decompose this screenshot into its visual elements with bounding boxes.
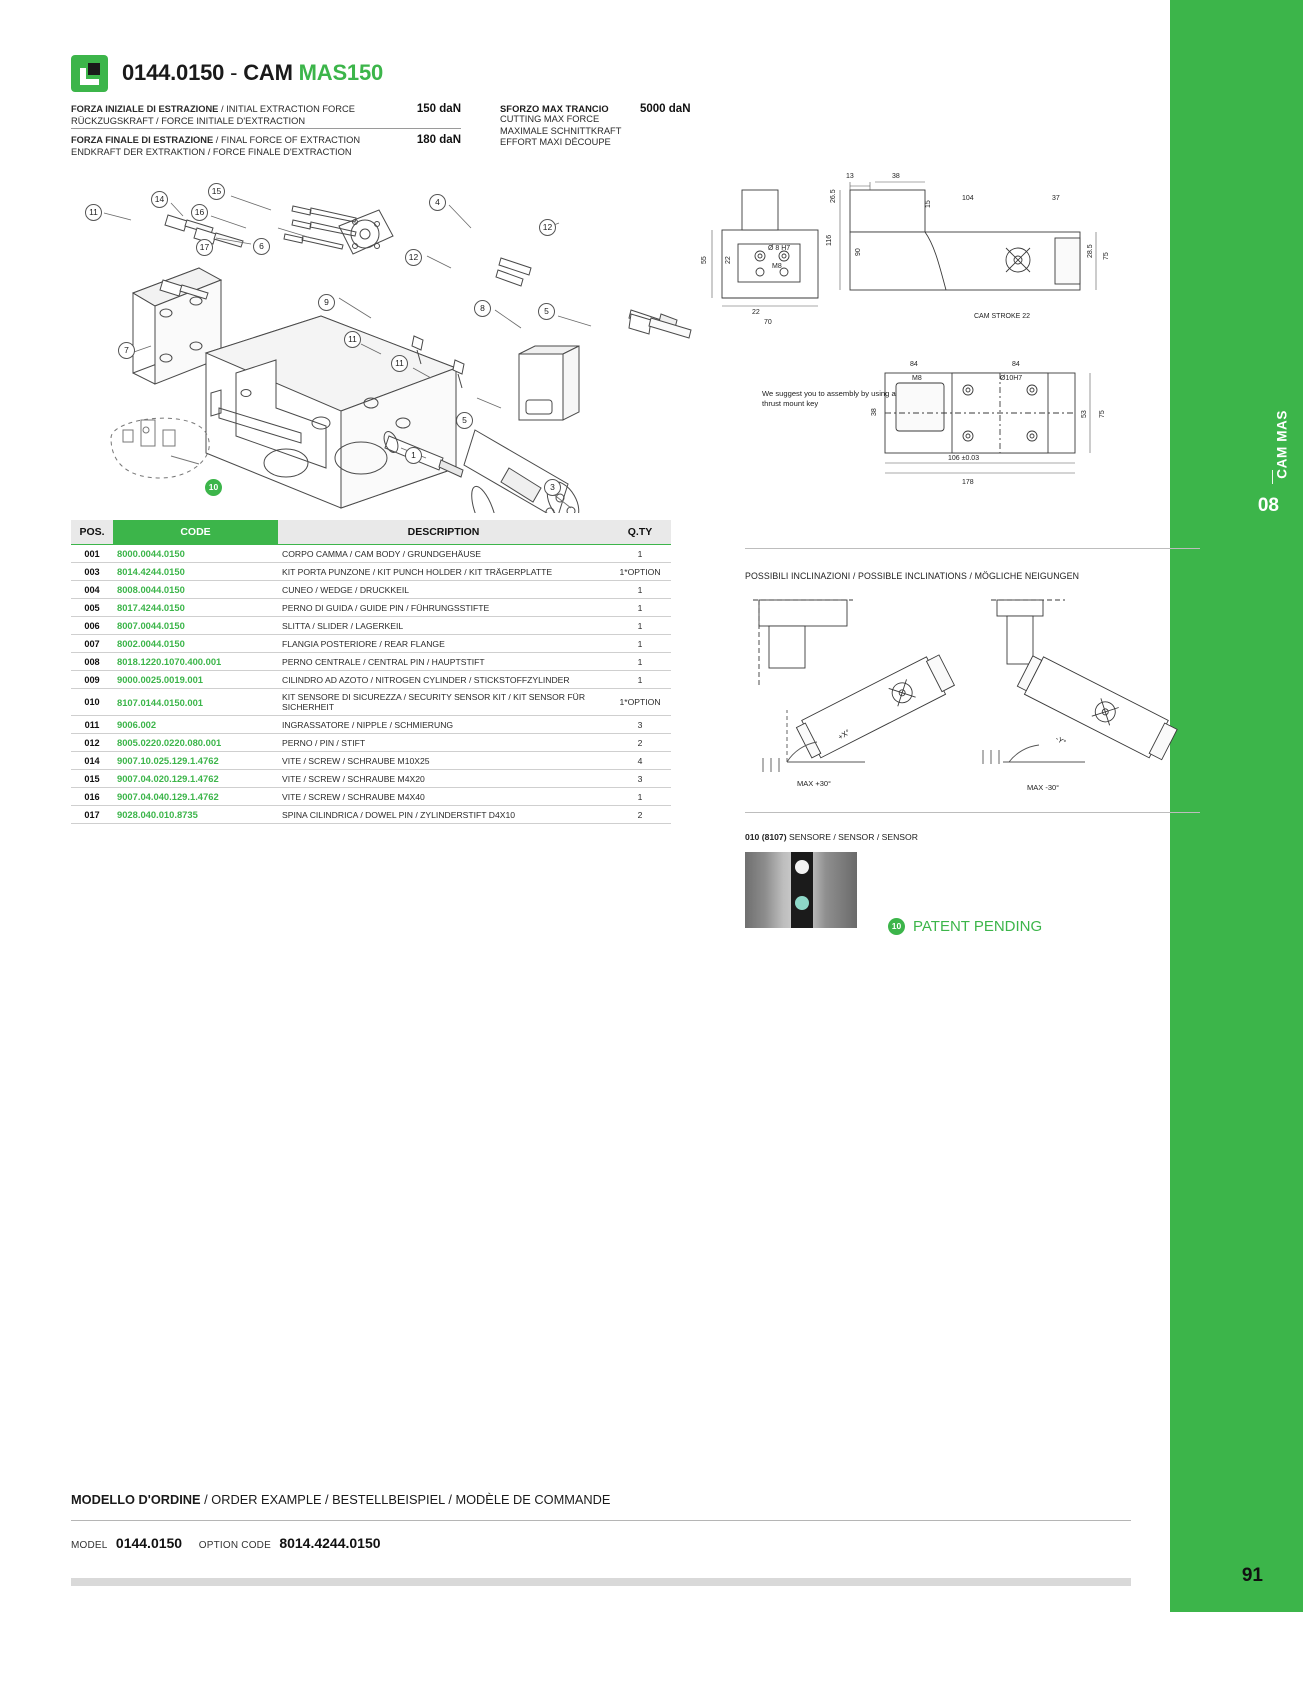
table-row: [71, 671, 671, 689]
callout-6: 6: [253, 238, 270, 255]
svg-text:M8: M8: [772, 263, 782, 270]
cell-qty: 1: [609, 653, 671, 671]
table-row: [71, 617, 671, 635]
footer-order-row: [71, 1535, 381, 1551]
table-row: [71, 563, 671, 581]
spec-block-right: [500, 104, 710, 149]
callout-14: 14: [151, 191, 168, 208]
cell-pos: 003: [71, 563, 113, 581]
side-band-label: CAM MAS: [1275, 410, 1290, 479]
footer-title: [71, 1492, 610, 1507]
spec-initial-it: FORZA INIZIALE DI ESTRAZIONE: [71, 104, 219, 114]
cell-desc: SLITTA / SLIDER / LAGERKEIL: [278, 617, 609, 635]
spec-divider: [71, 128, 461, 129]
cell-qty: 1: [609, 599, 671, 617]
cell-pos: 014: [71, 752, 113, 770]
cell-desc: PERNO / PIN / STIFT: [278, 734, 609, 752]
svg-text:38: 38: [892, 173, 900, 180]
spec-block-left: [71, 104, 461, 158]
sensor-led-bottom-icon: [795, 896, 809, 910]
callout-7: 7: [118, 342, 135, 359]
cell-code: 9007.04.040.129.1.4762: [113, 788, 278, 806]
svg-text:70: 70: [764, 319, 772, 326]
spec-initial-value: 150 daN: [416, 103, 461, 115]
footer-title-bold: MODELLO D'ORDINE: [71, 1492, 201, 1507]
cell-qty: 1: [609, 788, 671, 806]
callout-12b: 12: [405, 249, 422, 266]
svg-text:53: 53: [1081, 410, 1088, 418]
cell-desc: INGRASSATORE / NIPPLE / SCHMIERUNG: [278, 716, 609, 734]
cell-desc: SPINA CILINDRICA / DOWEL PIN / ZYLINDERSTIFT D4X10: [278, 806, 609, 824]
table-row: [71, 689, 671, 716]
callout-17: 17: [196, 239, 213, 256]
cell-code: 8014.4244.0150: [113, 563, 278, 581]
svg-text:13: 13: [846, 173, 854, 180]
spec-final-value: 180 daN: [416, 134, 461, 146]
cell-pos: 012: [71, 734, 113, 752]
footer-divider: [71, 1520, 1131, 1521]
callout-9: 9: [318, 294, 335, 311]
cell-pos: 008: [71, 653, 113, 671]
svg-text:55: 55: [701, 256, 708, 264]
table-row: [71, 734, 671, 752]
inclinations-drawing: [745, 590, 1200, 805]
patent-badge: 10: [888, 918, 905, 935]
cell-desc: PERNO DI GUIDA / GUIDE PIN / FÜHRUNGSSTIFTE: [278, 599, 609, 617]
footer-title-rest: / ORDER EXAMPLE / BESTELLBEISPIEL / MODÈLE DE COMMANDE: [200, 1492, 611, 1507]
cell-desc: PERNO CENTRALE / CENTRAL PIN / HAUPTSTIFT: [278, 653, 609, 671]
cell-qty: 2: [609, 806, 671, 824]
cell-desc: VITE / SCREW / SCHRAUBE M4X40: [278, 788, 609, 806]
patent-pending-text: PATENT PENDING: [913, 918, 1043, 935]
inclinations-divider-top: [745, 548, 1200, 549]
technical-dimension-drawing: [700, 168, 1130, 513]
cell-pos: 011: [71, 716, 113, 734]
th-description: DESCRIPTION: [278, 520, 609, 545]
table-row: [71, 752, 671, 770]
th-qty: Q.TY: [609, 520, 671, 545]
table-row: [71, 806, 671, 824]
cell-qty: 1: [609, 581, 671, 599]
cell-desc: VITE / SCREW / SCHRAUBE M4X20: [278, 770, 609, 788]
svg-text:178: 178: [962, 479, 974, 486]
footer-option-label: OPTION CODE: [198, 1540, 271, 1551]
parts-table: [71, 520, 671, 824]
callout-10-green: 10: [205, 479, 222, 496]
cell-code: 9006.002: [113, 716, 278, 734]
assembly-note: We suggest you to assembly by using a thrust mount key: [762, 389, 896, 408]
table-row: [71, 716, 671, 734]
footer-model-label: MODEL: [71, 1540, 108, 1551]
svg-text:26.5: 26.5: [830, 189, 837, 203]
cell-desc: CUNEO / WEDGE / DRUCKKEIL: [278, 581, 609, 599]
cell-code: 8017.4244.0150: [113, 599, 278, 617]
cell-pos: 007: [71, 635, 113, 653]
svg-text:116: 116: [826, 234, 833, 246]
table-row: [71, 599, 671, 617]
cell-pos: 017: [71, 806, 113, 824]
spec-cutting-l2: MAXIMALE SCHNITTKRAFT: [500, 125, 622, 136]
callout-11c: 11: [391, 355, 408, 372]
cell-pos: 004: [71, 581, 113, 599]
side-band: [1170, 0, 1303, 1612]
callout-4: 4: [429, 194, 446, 211]
spec-final-sub: ENDKRAFT DER EXTRAKTION / FORCE FINALE D'EXTRACTION: [71, 146, 352, 157]
cell-code: 8007.0044.0150: [113, 617, 278, 635]
footer-option-value: 8014.4244.0150: [279, 1535, 381, 1551]
cell-pos: 009: [71, 671, 113, 689]
cell-code: 9007.10.025.129.1.4762: [113, 752, 278, 770]
svg-text:75: 75: [1103, 252, 1110, 260]
exploded-view-drawing: [71, 168, 711, 513]
sensor-led-top-icon: [795, 860, 809, 874]
spec-initial-sub: RÜCKZUGSKRAFT / FORCE INITIALE D'EXTRACTION: [71, 115, 306, 126]
cell-qty: 1*OPTION: [609, 563, 671, 581]
cell-code: 9000.0025.0019.001: [113, 671, 278, 689]
table-row: [71, 635, 671, 653]
table-header-row: [71, 520, 671, 545]
svg-text:38: 38: [871, 408, 878, 416]
table-row: [71, 788, 671, 806]
cell-desc: KIT PORTA PUNZONE / KIT PUNCH HOLDER / KIT TRÄGERPLATTE: [278, 563, 609, 581]
cell-qty: 1: [609, 671, 671, 689]
svg-text:28.5: 28.5: [1087, 244, 1094, 258]
table-row: [71, 653, 671, 671]
title-mas: MAS150: [298, 60, 384, 85]
svg-text:75: 75: [1099, 410, 1106, 418]
cell-qty: 4: [609, 752, 671, 770]
cell-pos: 001: [71, 545, 113, 563]
inclinations-divider-bottom: [745, 812, 1200, 813]
title-dash: -: [230, 60, 238, 85]
side-band-number: 08: [1257, 495, 1279, 516]
svg-text:106 ±0.03: 106 ±0.03: [948, 455, 980, 462]
cell-code: 8018.1220.1070.400.001: [113, 653, 278, 671]
svg-text:MAX -30°: MAX -30°: [1027, 783, 1060, 792]
sensor-caption-code: 010 (8107): [745, 832, 787, 842]
svg-text:84: 84: [910, 361, 918, 368]
cell-pos: 015: [71, 770, 113, 788]
svg-text:37: 37: [1052, 195, 1060, 202]
cell-pos: 005: [71, 599, 113, 617]
callout-5b: 5: [456, 412, 473, 429]
footer-model-value: 0144.0150: [115, 1535, 183, 1551]
title-cam: CAM: [243, 60, 293, 85]
table-row: [71, 770, 671, 788]
callout-3: 3: [544, 479, 561, 496]
svg-text:-Y°: -Y°: [1054, 733, 1068, 747]
cell-desc: VITE / SCREW / SCHRAUBE M10X25: [278, 752, 609, 770]
footer-bar: [71, 1578, 1131, 1586]
callout-12a: 12: [539, 219, 556, 236]
cell-qty: 1*OPTION: [609, 689, 671, 716]
cell-qty: 1: [609, 635, 671, 653]
cell-qty: 2: [609, 734, 671, 752]
svg-text:Ø10H7: Ø10H7: [1000, 375, 1023, 382]
cell-pos: 016: [71, 788, 113, 806]
sensor-photo: [745, 852, 857, 928]
inclinations-title: POSSIBILI INCLINAZIONI / POSSIBLE INCLINATIONS / MÖGLICHE NEIGUNGEN: [745, 571, 1080, 581]
callout-11b: 11: [344, 331, 361, 348]
callout-11a: 11: [85, 204, 102, 221]
spec-cutting-l3: EFFORT MAXI DÉCOUPE: [500, 137, 611, 147]
callout-8: 8: [474, 300, 491, 317]
cell-code: 9028.040.010.8735: [113, 806, 278, 824]
side-band-tick: [1272, 470, 1273, 484]
svg-text:22: 22: [752, 309, 760, 316]
cell-code: 8000.0044.0150: [113, 545, 278, 563]
page-title: [122, 60, 383, 86]
spec-row-initial-force: [71, 104, 461, 116]
cell-code: 8008.0044.0150: [113, 581, 278, 599]
table-row: [71, 545, 671, 563]
spec-cutting-head: SFORZO MAX TRANCIO: [500, 104, 609, 114]
svg-text:90: 90: [855, 248, 862, 256]
spec-initial-rest: / INITIAL EXTRACTION FORCE: [218, 104, 355, 114]
cell-desc: CILINDRO AD AZOTO / NITROGEN CYLINDER / STICKSTOFFZYLINDER: [278, 671, 609, 689]
spec-row-final-force: [71, 135, 461, 147]
cell-qty: 3: [609, 716, 671, 734]
cell-code: 8107.0144.0150.001: [113, 689, 278, 716]
svg-text:+X°: +X°: [836, 727, 852, 742]
cell-code: 8002.0044.0150: [113, 635, 278, 653]
svg-text:22: 22: [725, 256, 732, 264]
cell-qty: 3: [609, 770, 671, 788]
cell-qty: 1: [609, 545, 671, 563]
cell-desc: FLANGIA POSTERIORE / REAR FLANGE: [278, 635, 609, 653]
spec-cutting-value: 5000 daN: [640, 103, 691, 115]
spec-final-rest: / FINAL FORCE OF EXTRACTION: [213, 135, 361, 145]
callout-1: 1: [405, 447, 422, 464]
cell-pos: 006: [71, 617, 113, 635]
sensor-caption: [745, 832, 918, 842]
th-code: CODE: [113, 520, 278, 545]
title-code: 0144.0150: [122, 60, 225, 85]
cell-qty: 1: [609, 617, 671, 635]
cell-desc: CORPO CAMMA / CAM BODY / GRUNDGEHÄUSE: [278, 545, 609, 563]
table-row: [71, 581, 671, 599]
svg-text:104: 104: [962, 195, 974, 202]
svg-text:Ø 8 H7: Ø 8 H7: [768, 245, 791, 252]
company-logo-icon: [71, 55, 108, 92]
svg-text:M8: M8: [912, 375, 922, 382]
cell-desc: KIT SENSORE DI SICUREZZA / SECURITY SENSOR KIT / KIT SENSOR FÜR SICHERHEIT: [278, 689, 609, 716]
page-number: 91: [1241, 1565, 1263, 1586]
table-body: [71, 545, 671, 824]
svg-text:MAX +30°: MAX +30°: [797, 779, 832, 788]
callout-15: 15: [208, 183, 225, 200]
svg-text:CAM STROKE 22: CAM STROKE 22: [974, 313, 1031, 320]
svg-text:15: 15: [925, 200, 932, 208]
spec-cutting-l1: CUTTING MAX FORCE: [500, 114, 600, 124]
spec-final-it: FORZA FINALE DI ESTRAZIONE: [71, 135, 214, 145]
cell-code: 8005.0220.0220.080.001: [113, 734, 278, 752]
callout-16: 16: [191, 204, 208, 221]
cell-code: 9007.04.020.129.1.4762: [113, 770, 278, 788]
sensor-caption-text: SENSORE / SENSOR / SENSOR: [786, 832, 918, 842]
cell-pos: 010: [71, 689, 113, 716]
callout-5a: 5: [538, 303, 555, 320]
svg-text:84: 84: [1012, 361, 1020, 368]
th-pos: POS.: [71, 520, 113, 545]
